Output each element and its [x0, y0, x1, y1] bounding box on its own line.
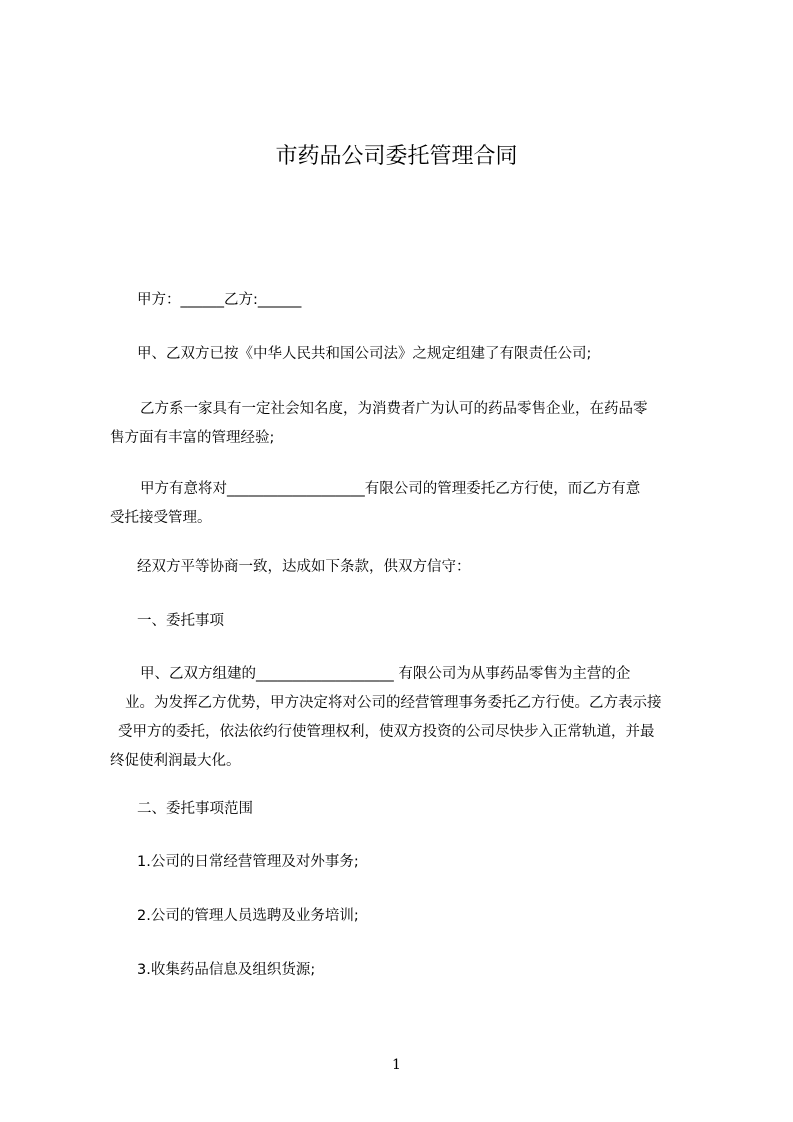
page-number: 1 [392, 1057, 401, 1073]
list-item: 3.收集药品信息及组织货源; [137, 962, 316, 978]
recital-1: 甲、乙双方已按《中华人民共和国公司法》之规定组建了有限责任公司; [137, 346, 592, 362]
list-item: 1.公司的日常经营管理及对外事务; [137, 854, 359, 870]
agreement-line: 经双方平等协商一致，达成如下条款，供双方信守： [137, 559, 471, 575]
recital-3-line-2: 受托接受管理。 [110, 510, 212, 526]
recital-2-line-2: 售方面有丰富的管理经验; [110, 430, 275, 446]
section-1-line-2: 业。为发挥乙方优势，甲方决定将对公司的经营管理事务委托乙方行使。乙方表示接 [125, 695, 662, 711]
parties-line: 甲方：______乙方:______ [137, 292, 302, 308]
recital-3 [110, 475, 700, 533]
section-1-line-1: 甲、乙双方组建的___________________ 有限公司为从事药品零售为主营的企 [140, 666, 631, 682]
section-1-heading: 一、委托事项 [137, 613, 224, 629]
recital-2-line-1: 乙方系一家具有一定社会知名度，为消费者广为认可的药品零售企业，在药品零 [140, 401, 648, 417]
section-2-heading: 二、委托事项范围 [137, 801, 253, 817]
section-1-line-4: 终促使利润最大化。 [110, 753, 241, 769]
document-title: 市药品公司委托管理合同 [275, 144, 518, 169]
section-1-line-3: 受甲方的委托，依法依约行使管理权利，使双方投资的公司尽快步入正常轨道，并最 [118, 724, 655, 740]
section-1-body [110, 660, 700, 776]
recital-2 [110, 395, 700, 453]
recital-3-line-1: 甲方有意将对___________________有限公司的管理委托乙方行使，而乙方有意 [140, 481, 641, 497]
list-item: 2.公司的管理人员选聘及业务培训; [137, 908, 359, 924]
